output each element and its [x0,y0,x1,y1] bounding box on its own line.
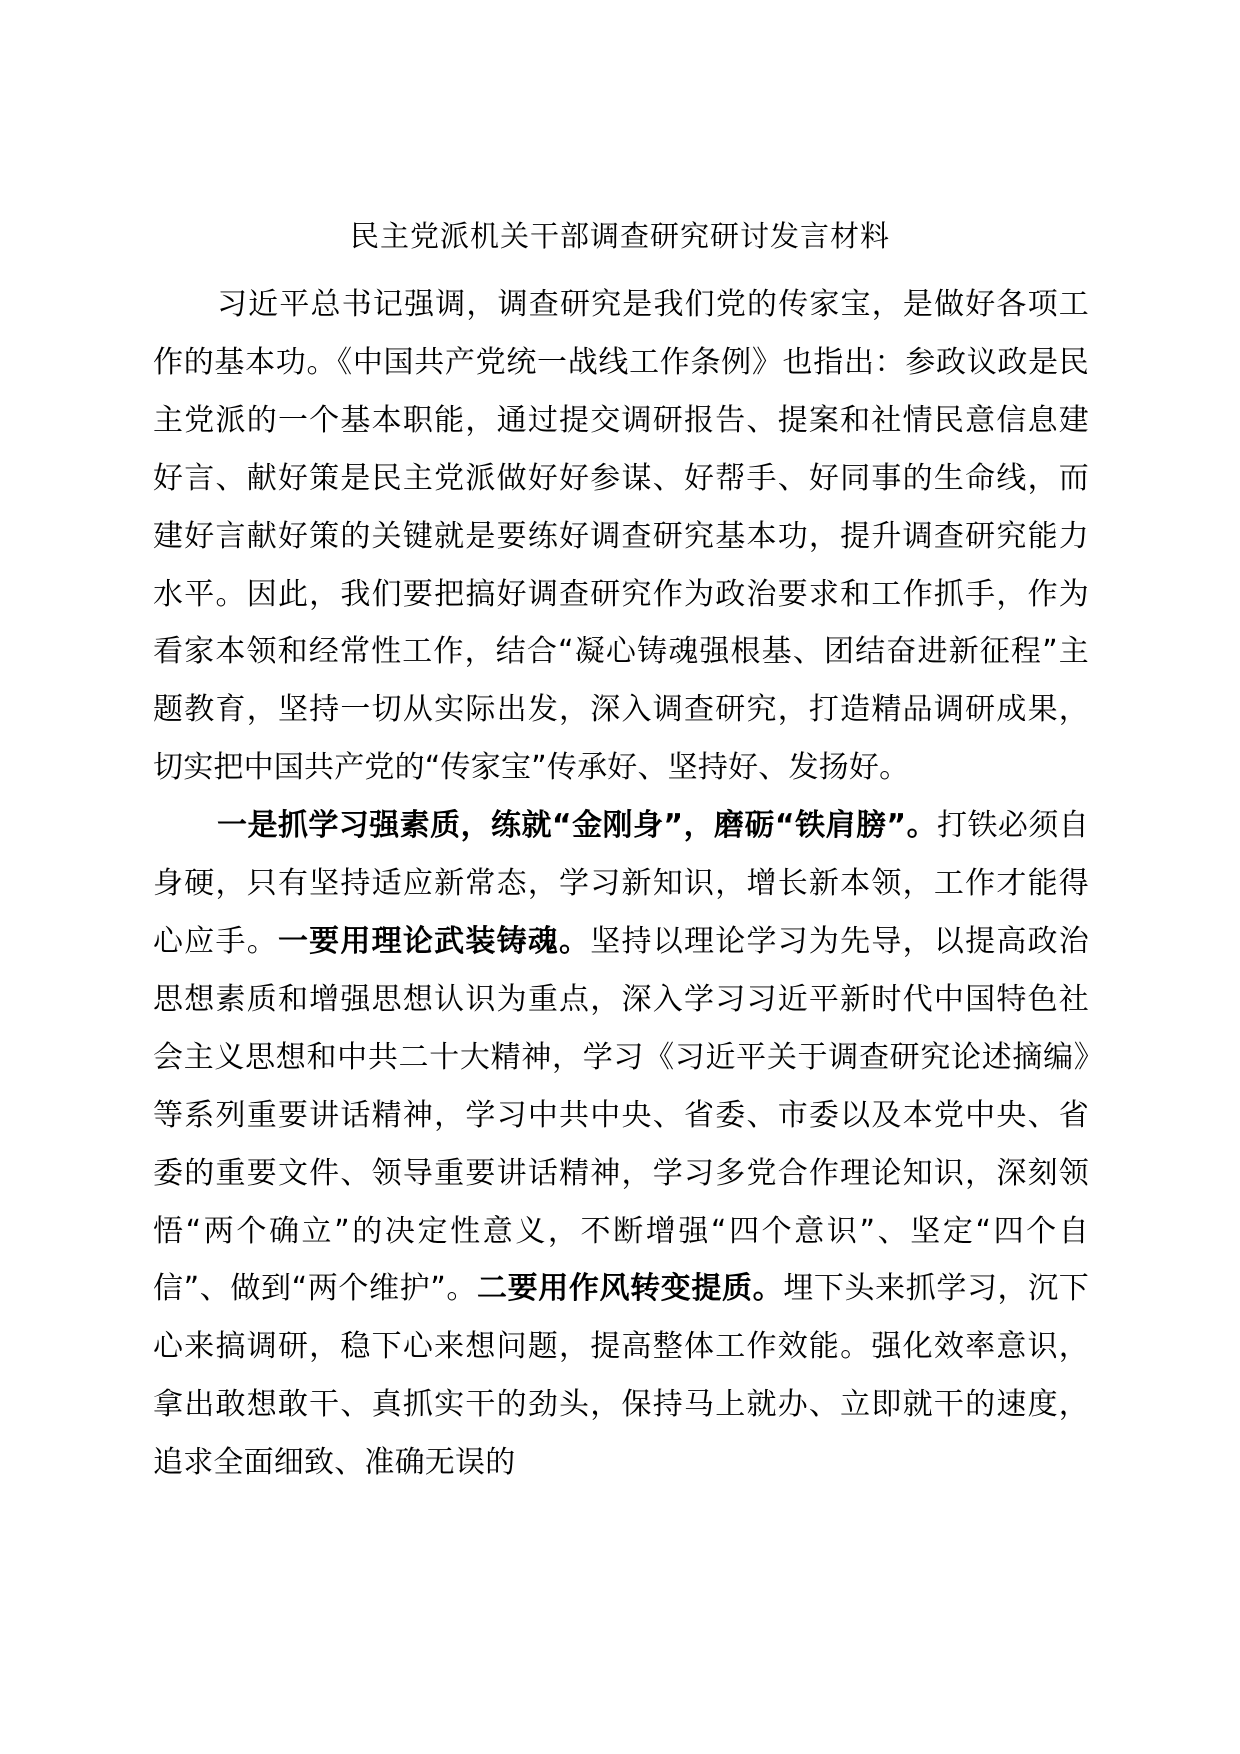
point-two-text: 埋下头来抓学习，沉下心来搞调研，稳下心来想问题，提高整体工作效能。强化效率意识，拿出敢想敢干、真抓实干的劲头，保持马上就办、立即就干的速度，追求全面细致、准确无误的 [153,1271,1089,1481]
intro-paragraph [153,276,1089,797]
section-one-paragraph [153,797,1089,1492]
section-one-text: 打铁必须自身硬，只有坚持适应新常态，学习新知识，增长新本领，工作才能得心应手。 [153,808,1089,959]
point-two-heading: 二要用作风转变提质。 [477,1271,784,1307]
point-one-text: 坚持以理论学习为先导，以提高政治思想素质和增强思想认识为重点，深入学习习近平新时代中国特色社会主义思想和中共二十大精神，学习《习近平关于调查研究论述摘编》等系列重要讲话精神，学习中共中央、省委、市委以及本党中央、省委的重要文件、领导重要讲话精神，学习多党合作理论知识，深刻领悟“两个确立”的决定性意义，不断增强“四个意识”、坚定“四个自信”、做到“两个维护”。 [153,923,1089,1307]
intro-text: 习近平总书记强调，调查研究是我们党的传家宝，是做好各项工作的基本功。《中国共产党统一战线工作条例》也指出：参政议政是民主党派的一个基本职能，通过提交调研报告、提案和社情民意信息建好言、献好策是民主党派做好好参谋、好帮手、好同事的生命线，而建好言献好策的关键就是要练好调查研究基本功，提升调查研究能力水平。因此，我们要把搞好调查研究作为政治要求和工作抓手，作为看家本领和经常性工作，结合“凝心铸魂强根基、团结奋进新征程”主题教育，坚持一切从实际出发，深入调查研究，打造精品调研成果，切实把中国共产党的“传家宝”传承好、坚持好、发扬好。 [153,287,1089,786]
document-body [153,276,1089,1492]
section-one-heading: 一是抓学习强素质，练就“金刚身”，磨砺“铁肩膀”。 [217,808,938,844]
point-one-heading: 一要用理论武装铸魂。 [277,923,591,959]
document-title: 民主党派机关干部调查研究研讨发言材料 [349,219,890,253]
